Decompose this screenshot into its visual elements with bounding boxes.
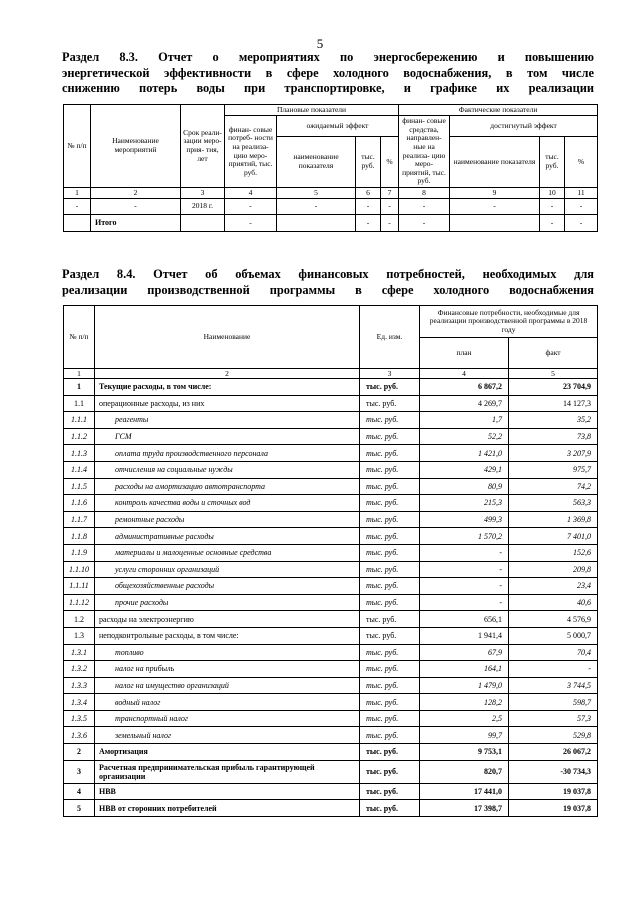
row-plan-value: - <box>420 594 509 611</box>
section-8-4-title-line: Раздел 8.4. Отчет об объемах финансовых потребностей, необходимых для <box>62 267 594 281</box>
table-row <box>64 528 598 545</box>
row-unit: тыс. руб. <box>360 461 420 478</box>
row-plan-value: 164,1 <box>420 661 509 678</box>
row-index: 1.1.5 <box>64 478 95 495</box>
column-number: 9 <box>450 188 540 199</box>
row-fact-value: 1 369,8 <box>509 511 598 528</box>
row-unit: тыс. руб. <box>360 578 420 595</box>
row-fact-value: 3 744,5 <box>509 677 598 694</box>
expected-effect-header: ожидаемый эффект <box>277 116 399 137</box>
row-unit: тыс. руб. <box>360 661 420 678</box>
actual-pct-header: % <box>565 137 598 188</box>
row-name: НВВ <box>95 783 360 800</box>
financial-needs-table <box>63 305 598 817</box>
row-plan-value: 17 398,7 <box>420 800 509 817</box>
table-cell: - <box>356 199 381 215</box>
table-row <box>64 478 598 495</box>
row-index: 4 <box>64 783 95 800</box>
row-name: операционные расходы, из них <box>95 395 360 412</box>
table-cell: - <box>91 199 181 215</box>
row-fact-value: 152,6 <box>509 544 598 561</box>
row-plan-value: - <box>420 578 509 595</box>
table-cell: - <box>540 199 565 215</box>
total-label: Итого <box>91 215 181 232</box>
row-unit: тыс. руб. <box>360 379 420 396</box>
table-row <box>64 611 598 628</box>
row-index: 1.1.11 <box>64 578 95 595</box>
row-plan-value: 4 269,7 <box>420 395 509 412</box>
column-number: 2 <box>95 369 360 379</box>
row-fact-value: 563,3 <box>509 495 598 512</box>
row-name: транспортный налог <box>95 710 360 727</box>
plan-header: план <box>420 338 509 369</box>
table-row <box>64 428 598 445</box>
row-unit: тыс. руб. <box>360 627 420 644</box>
table-row <box>64 561 598 578</box>
row-unit: тыс. руб. <box>360 412 420 429</box>
row-index: 1.2 <box>64 611 95 628</box>
row-unit: тыс. руб. <box>360 594 420 611</box>
table-row <box>64 594 598 611</box>
column-number: 3 <box>360 369 420 379</box>
row-plan-value: 67,9 <box>420 644 509 661</box>
row-plan-value: 1 479,0 <box>420 677 509 694</box>
row-fact-value: 19 037,8 <box>509 800 598 817</box>
row-fact-value: 19 037,8 <box>509 783 598 800</box>
column-numbers-row <box>64 188 598 199</box>
table-row <box>64 800 598 817</box>
row-unit: тыс. руб. <box>360 611 420 628</box>
row-index: 1.1.7 <box>64 511 95 528</box>
row-unit: тыс. руб. <box>360 644 420 661</box>
section-8-3-title-line: энергетической эффективности в сфере холодного водоснабжения, в том числе <box>62 65 594 80</box>
row-fact-value: 598,7 <box>509 694 598 711</box>
row-name: материалы и малоценные основные средства <box>95 544 360 561</box>
row-plan-value: 656,1 <box>420 611 509 628</box>
column-number: 7 <box>381 188 399 199</box>
row-index: 1.1.10 <box>64 561 95 578</box>
row-fact-value: 3 207,9 <box>509 445 598 462</box>
row-name: Расчетная предпринимательская прибыль гарантирующей организации <box>95 760 360 783</box>
total-rub-plan: - <box>356 215 381 232</box>
financial-needs-rows <box>64 379 598 817</box>
table-row <box>64 694 598 711</box>
row-fact-value: 14 127,3 <box>509 395 598 412</box>
row-fact-value: 70,4 <box>509 644 598 661</box>
row-plan-value: 820,7 <box>420 760 509 783</box>
row-index: 1.1.12 <box>64 594 95 611</box>
row-fact-value: 209,8 <box>509 561 598 578</box>
row-plan-value: 52,2 <box>420 428 509 445</box>
total-row <box>64 215 598 232</box>
section-8-3-title <box>62 50 594 97</box>
planned-indicators-header: Плановые показатели <box>225 105 399 116</box>
column-number: 6 <box>356 188 381 199</box>
table-cell: - <box>225 199 277 215</box>
row-index: 1.3.3 <box>64 677 95 694</box>
actual-indicator-name-header: наименование показателя <box>450 137 540 188</box>
row-plan-value: 17 441,0 <box>420 783 509 800</box>
table-cell: - <box>399 199 450 215</box>
col-name-header: Наименование <box>95 306 360 369</box>
table-cell: 2018 г. <box>181 199 225 215</box>
table-row <box>64 760 598 783</box>
table-cell: - <box>450 199 540 215</box>
row-index: 1.1.6 <box>64 495 95 512</box>
row-name: земельный налог <box>95 727 360 744</box>
row-index: 1.1.3 <box>64 445 95 462</box>
row-name: расходы на электроэнергию <box>95 611 360 628</box>
row-name: водный налог <box>95 694 360 711</box>
row-plan-value: 1 570,2 <box>420 528 509 545</box>
row-unit: тыс. руб. <box>360 445 420 462</box>
table-cell: - <box>277 199 356 215</box>
row-plan-value: 1 941,4 <box>420 627 509 644</box>
row-unit: тыс. руб. <box>360 800 420 817</box>
total-pct-fact: - <box>565 215 598 232</box>
column-number: 3 <box>181 188 225 199</box>
col-no-header: № п/п <box>64 306 95 369</box>
table-row <box>64 379 598 396</box>
row-name: Амортизация <box>95 744 360 761</box>
col-unit-header: Ед. изм. <box>360 306 420 369</box>
table-row <box>64 511 598 528</box>
row-plan-value: - <box>420 544 509 561</box>
col-name-header: Наименование мероприятий <box>91 105 181 188</box>
row-fact-value: 40,6 <box>509 594 598 611</box>
total-rub-fact: - <box>540 215 565 232</box>
row-unit: тыс. руб. <box>360 478 420 495</box>
row-index: 1.3.5 <box>64 710 95 727</box>
achieved-effect-header: достигнутый эффект <box>450 116 598 137</box>
column-number: 4 <box>420 369 509 379</box>
row-name: налог на имущество организаций <box>95 677 360 694</box>
column-number: 5 <box>509 369 598 379</box>
row-plan-value: 80,9 <box>420 478 509 495</box>
row-index: 1.3.1 <box>64 644 95 661</box>
row-name: расходы на амортизацию автотранспорта <box>95 478 360 495</box>
row-fact-value: 23 704,9 <box>509 379 598 396</box>
column-numbers-row <box>64 369 598 379</box>
row-unit: тыс. руб. <box>360 677 420 694</box>
table-row <box>64 627 598 644</box>
section-8-3-title-line: Раздел 8.3. Отчет о мероприятиях по энергосбережению и повышению <box>62 50 594 64</box>
column-number: 1 <box>64 188 91 199</box>
table-row <box>64 744 598 761</box>
total-fin-plan: - <box>225 215 277 232</box>
row-index: 1.1 <box>64 395 95 412</box>
column-number: 10 <box>540 188 565 199</box>
table-row <box>64 495 598 512</box>
table-row <box>64 461 598 478</box>
row-name: отчисления на социальные нужды <box>95 461 360 478</box>
row-index: 3 <box>64 760 95 783</box>
column-number: 4 <box>225 188 277 199</box>
row-index: 1.1.1 <box>64 412 95 429</box>
section-8-4-title <box>62 267 594 298</box>
column-number: 1 <box>64 369 95 379</box>
row-fact-value: 529,8 <box>509 727 598 744</box>
row-unit: тыс. руб. <box>360 544 420 561</box>
row-plan-value: 99,7 <box>420 727 509 744</box>
column-number: 11 <box>565 188 598 199</box>
table-row <box>64 199 598 215</box>
row-fact-value: 35,2 <box>509 412 598 429</box>
row-unit: тыс. руб. <box>360 495 420 512</box>
row-name: административные расходы <box>95 528 360 545</box>
row-plan-value: 215,3 <box>420 495 509 512</box>
row-name: НВВ от сторонних потребителей <box>95 800 360 817</box>
column-number: 5 <box>277 188 356 199</box>
row-index: 1 <box>64 379 95 396</box>
actual-indicators-header: Фактические показатели <box>399 105 598 116</box>
row-plan-value: 128,2 <box>420 694 509 711</box>
row-index: 1.1.8 <box>64 528 95 545</box>
row-index: 1.1.4 <box>64 461 95 478</box>
row-fact-value: 4 576,9 <box>509 611 598 628</box>
planned-pct-header: % <box>381 137 399 188</box>
col-term-header: Срок реали- зации меро- прия- тия, лет <box>181 105 225 188</box>
row-name: оплата труда производственного персонала <box>95 445 360 462</box>
page-number: 5 <box>316 36 324 51</box>
table-cell: - <box>64 199 91 215</box>
table-row <box>64 661 598 678</box>
row-unit: тыс. руб. <box>360 528 420 545</box>
section-8-4-title-line: реализации производственной программы в сфере холодного водоснабжения <box>62 282 594 297</box>
table-row <box>64 412 598 429</box>
table-row <box>64 544 598 561</box>
row-fact-value: 26 067,2 <box>509 744 598 761</box>
actual-fin-header: финан- совые средства, направлен- ные на реализа- цию меро- приятий, тыс. руб. <box>399 116 450 188</box>
table-row <box>64 727 598 744</box>
row-index: 1.3.4 <box>64 694 95 711</box>
row-name: топливо <box>95 644 360 661</box>
table-row <box>64 710 598 727</box>
table-row <box>64 783 598 800</box>
row-unit: тыс. руб. <box>360 694 420 711</box>
row-unit: тыс. руб. <box>360 760 420 783</box>
table-cell: - <box>565 199 598 215</box>
fact-header: факт <box>509 338 598 369</box>
section-8-3-title-line: снижению потерь воды при транспортировке, и графике их реализации <box>62 81 594 95</box>
row-unit: тыс. руб. <box>360 511 420 528</box>
row-fact-value: 57,3 <box>509 710 598 727</box>
column-number: 8 <box>399 188 450 199</box>
financial-needs-header: Финансовые потребности, необходимые для реализации производственной программы в 2018 году <box>420 306 598 338</box>
total-fin-fact: - <box>399 215 450 232</box>
table-row <box>64 677 598 694</box>
row-index: 1.1.9 <box>64 544 95 561</box>
row-plan-value: 1,7 <box>420 412 509 429</box>
row-name: ремонтные расходы <box>95 511 360 528</box>
table-row <box>64 578 598 595</box>
row-fact-value: 975,7 <box>509 461 598 478</box>
actual-rub-header: тыс. руб. <box>540 137 565 188</box>
measures-table <box>63 104 598 232</box>
row-name: общехозяйственные расходы <box>95 578 360 595</box>
row-fact-value: 23,4 <box>509 578 598 595</box>
row-unit: тыс. руб. <box>360 428 420 445</box>
total-pct-plan: - <box>381 215 399 232</box>
table-row <box>64 395 598 412</box>
row-plan-value: - <box>420 561 509 578</box>
row-name: прочие расходы <box>95 594 360 611</box>
planned-fin-header: финан- совые потреб- ности на реализа- цию меро- приятий, тыс. руб. <box>225 116 277 188</box>
col-no-header: № п/п <box>64 105 91 188</box>
row-plan-value: 499,3 <box>420 511 509 528</box>
row-fact-value: 74,2 <box>509 478 598 495</box>
planned-indicator-name-header: наименование показателя <box>277 137 356 188</box>
row-plan-value: 9 753,1 <box>420 744 509 761</box>
row-name: контроль качества воды и сточных вод <box>95 495 360 512</box>
row-index: 5 <box>64 800 95 817</box>
row-plan-value: 429,1 <box>420 461 509 478</box>
row-index: 1.3 <box>64 627 95 644</box>
row-fact-value: - <box>509 661 598 678</box>
row-unit: тыс. руб. <box>360 727 420 744</box>
row-unit: тыс. руб. <box>360 395 420 412</box>
planned-rub-header: тыс. руб. <box>356 137 381 188</box>
row-index: 1.3.6 <box>64 727 95 744</box>
row-index: 2 <box>64 744 95 761</box>
row-name: Текущие расходы, в том числе: <box>95 379 360 396</box>
table-row <box>64 445 598 462</box>
table-row <box>64 644 598 661</box>
row-index: 1.3.2 <box>64 661 95 678</box>
row-name: налог на прибыль <box>95 661 360 678</box>
row-name: неподконтрольные расходы, в том числе: <box>95 627 360 644</box>
row-plan-value: 6 867,2 <box>420 379 509 396</box>
row-name: услуги сторонних организаций <box>95 561 360 578</box>
table-cell: - <box>381 199 399 215</box>
row-fact-value: 73,8 <box>509 428 598 445</box>
row-fact-value: 5 000,7 <box>509 627 598 644</box>
row-fact-value: 7 401,0 <box>509 528 598 545</box>
row-name: реагенты <box>95 412 360 429</box>
column-number: 2 <box>91 188 181 199</box>
row-unit: тыс. руб. <box>360 783 420 800</box>
row-name: ГСМ <box>95 428 360 445</box>
row-plan-value: 1 421,0 <box>420 445 509 462</box>
row-unit: тыс. руб. <box>360 710 420 727</box>
row-fact-value: -30 734,3 <box>509 760 598 783</box>
row-index: 1.1.2 <box>64 428 95 445</box>
row-unit: тыс. руб. <box>360 744 420 761</box>
row-plan-value: 2,5 <box>420 710 509 727</box>
row-unit: тыс. руб. <box>360 561 420 578</box>
